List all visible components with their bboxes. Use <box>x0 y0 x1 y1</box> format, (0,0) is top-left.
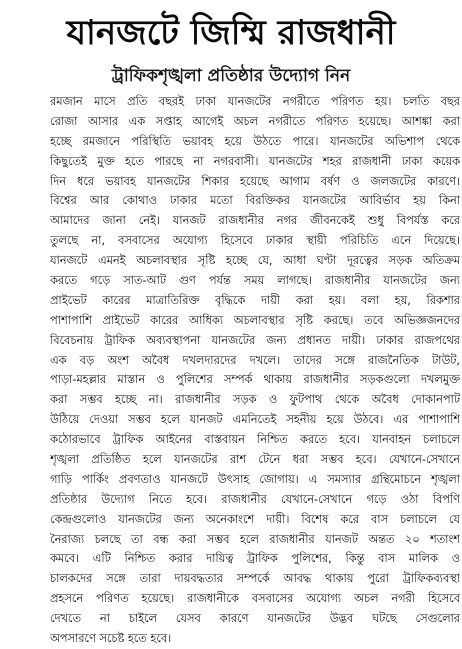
body-line: দেখতে না চাইলে যেসব কারণে যানজটের উদ্ভব ঘটছে সেগুলোর <box>50 612 460 626</box>
body-line: উঠিয়ে দেওয়া সম্ভব হলে যানজট এমনিতেই সহনীয় হয়ে উঠবে। এর পাশাপাশি <box>50 413 460 427</box>
body-line: আমাদের জানা নেই। যানজট রাজধানীর নগর জীবনকেই শুধু বিপর্যস্ত করে <box>50 214 460 228</box>
body-line: প্রাইভেট কারের মাত্রাতিরিক্ত বৃদ্ধিকে দায়ী করা হয়। বলা হয়, রিকশার <box>50 293 460 307</box>
body-line: পাশাপাশি প্রাইভেট কারের আধিক্য অচলাবস্থার সৃষ্টি করছে। তবে অভিজ্ঞজনদের <box>50 313 460 327</box>
body-line: হচ্ছে রমজানে পরিস্থিতি ভয়াবহ হয়ে উঠতে পারে। যানজটের অভিশাপ থেকে <box>50 134 460 148</box>
article-body <box>50 92 460 649</box>
body-line: রমজান মাসে প্রতি বছরই ঢাকা যানজটের নগরীতে পরিণত হয়। চলতি বছর <box>50 95 460 108</box>
body-line: কেন্দ্রগুলোও যানজটের জন্য অনেকাংশে দায়ী। বিশেষ করে বাস চলাচলে যে <box>50 512 460 526</box>
body-line: অপসারণে সচেষ্ট হতে হবে। <box>50 632 172 646</box>
body-line: করা সম্ভব হচ্ছে না। রাজধানীর সড়ক ও ফুটপাথ থেকে অবৈধ দোকানপাট <box>50 393 460 407</box>
body-line: প্রহসনে পরিণত হয়েছে। রাজধানীকে বসবাসের অযোগ্য অচল নগরী হিসেবে <box>50 592 460 606</box>
body-line: বিবেচনায় ট্রাফিক অব্যবস্থাপনা যানজটের জন্য প্রধানত দায়ী। ঢাকার রাজপথের <box>50 333 460 347</box>
article-headline: যানজটে জিম্মি রাজধানী <box>66 13 396 53</box>
body-line: গাড়ি পার্কিং প্রবণতাও যানজটে উৎসাহ জোগায়। এ সমস্যার গ্রন্থিমোচনে শৃঙ্খলা <box>50 472 460 486</box>
body-line: কমবে। এটি নিশ্চিত করার দায়িত্ব ট্রাফিক পুলিশের, কিন্তু বাস মালিক ও <box>50 552 460 566</box>
body-line: চালকদের সঙ্গে তারা দায়বদ্ধতার সম্পর্কে আবদ্ধ থাকায় পুরো ট্রাফিকব্যবস্থা <box>50 572 460 586</box>
body-line: নৈরাজ্য চলছে তা বন্ধ করা সম্ভব হলে রাজধানীর যানজট অন্তত ২০ শতাংশ <box>50 532 460 546</box>
body-line: কঠোরভাবে ট্রাফিক আইনের বাস্তবায়ন নিশ্চিত করতে হবে। যানবাহন চলাচলে <box>50 433 460 447</box>
body-line: রোজা আসার এক সপ্তাহ আগেই অচল নগরীতে পরিণত হয়েছে। আশঙ্কা করা <box>50 114 460 128</box>
cropped-previous-text <box>0 0 462 8</box>
body-line: দিন ধরে ভয়াবহ যানজটের শিকার হয়েছে আগাম বর্ষণ ও জলজটের কারণে। <box>50 174 460 188</box>
body-line: শৃঙ্খলা প্রতিষ্ঠিত হলে যানজটের রাশ টেনে ধরা সম্ভব হবে। যেখানে-সেখানে <box>50 453 460 467</box>
article-subheadline: ট্রাফিকশৃঙ্খলা প্রতিষ্ঠার উদ্যোগ নিন <box>111 66 351 86</box>
body-line: যানজটে এমনই অচলাবস্থার সৃষ্টি হচ্ছে যে, আধা ঘণ্টা দূরত্বের সড়ক অতিক্রম <box>50 254 460 268</box>
body-line: বিশ্বের আর কোথাও ঢাকার মতো বিরক্তিকর যানজটের আবির্ভাব হয় কিনা <box>50 194 460 208</box>
body-line: করতে গড়ে সাত-আট গুণ পর্যন্ত সময় লাগছে। রাজধানীর যানজটের জন্য <box>50 274 460 288</box>
body-line: এক বড় অংশ অবৈধ দখলদারদের দখলে। তাদের সঙ্গে রাজনৈতিক টাউট, <box>50 353 460 367</box>
body-line: কিছুতেই মুক্ত হতে পারছে না নগরবাসী। যানজটের শহর রাজধানী ঢাকা কয়েক <box>50 154 460 168</box>
body-line: পাড়া-মহল্লার মাস্তান ও পুলিশের সম্পর্ক থাকায় রাজধানীর সড়কগুলো দখলমুক্ত <box>50 373 460 387</box>
body-line: তুলছে না, বসবাসের অযোগ্য হিসেবে ঢাকার স্থায়ী পরিচিতি এনে দিয়েছে। <box>50 234 460 248</box>
body-line: প্রতিষ্ঠার উদ্যোগ নিতে হবে। রাজধানীর যেখানে-সেখানে গড়ে ওঠা বিপণি <box>50 492 460 506</box>
